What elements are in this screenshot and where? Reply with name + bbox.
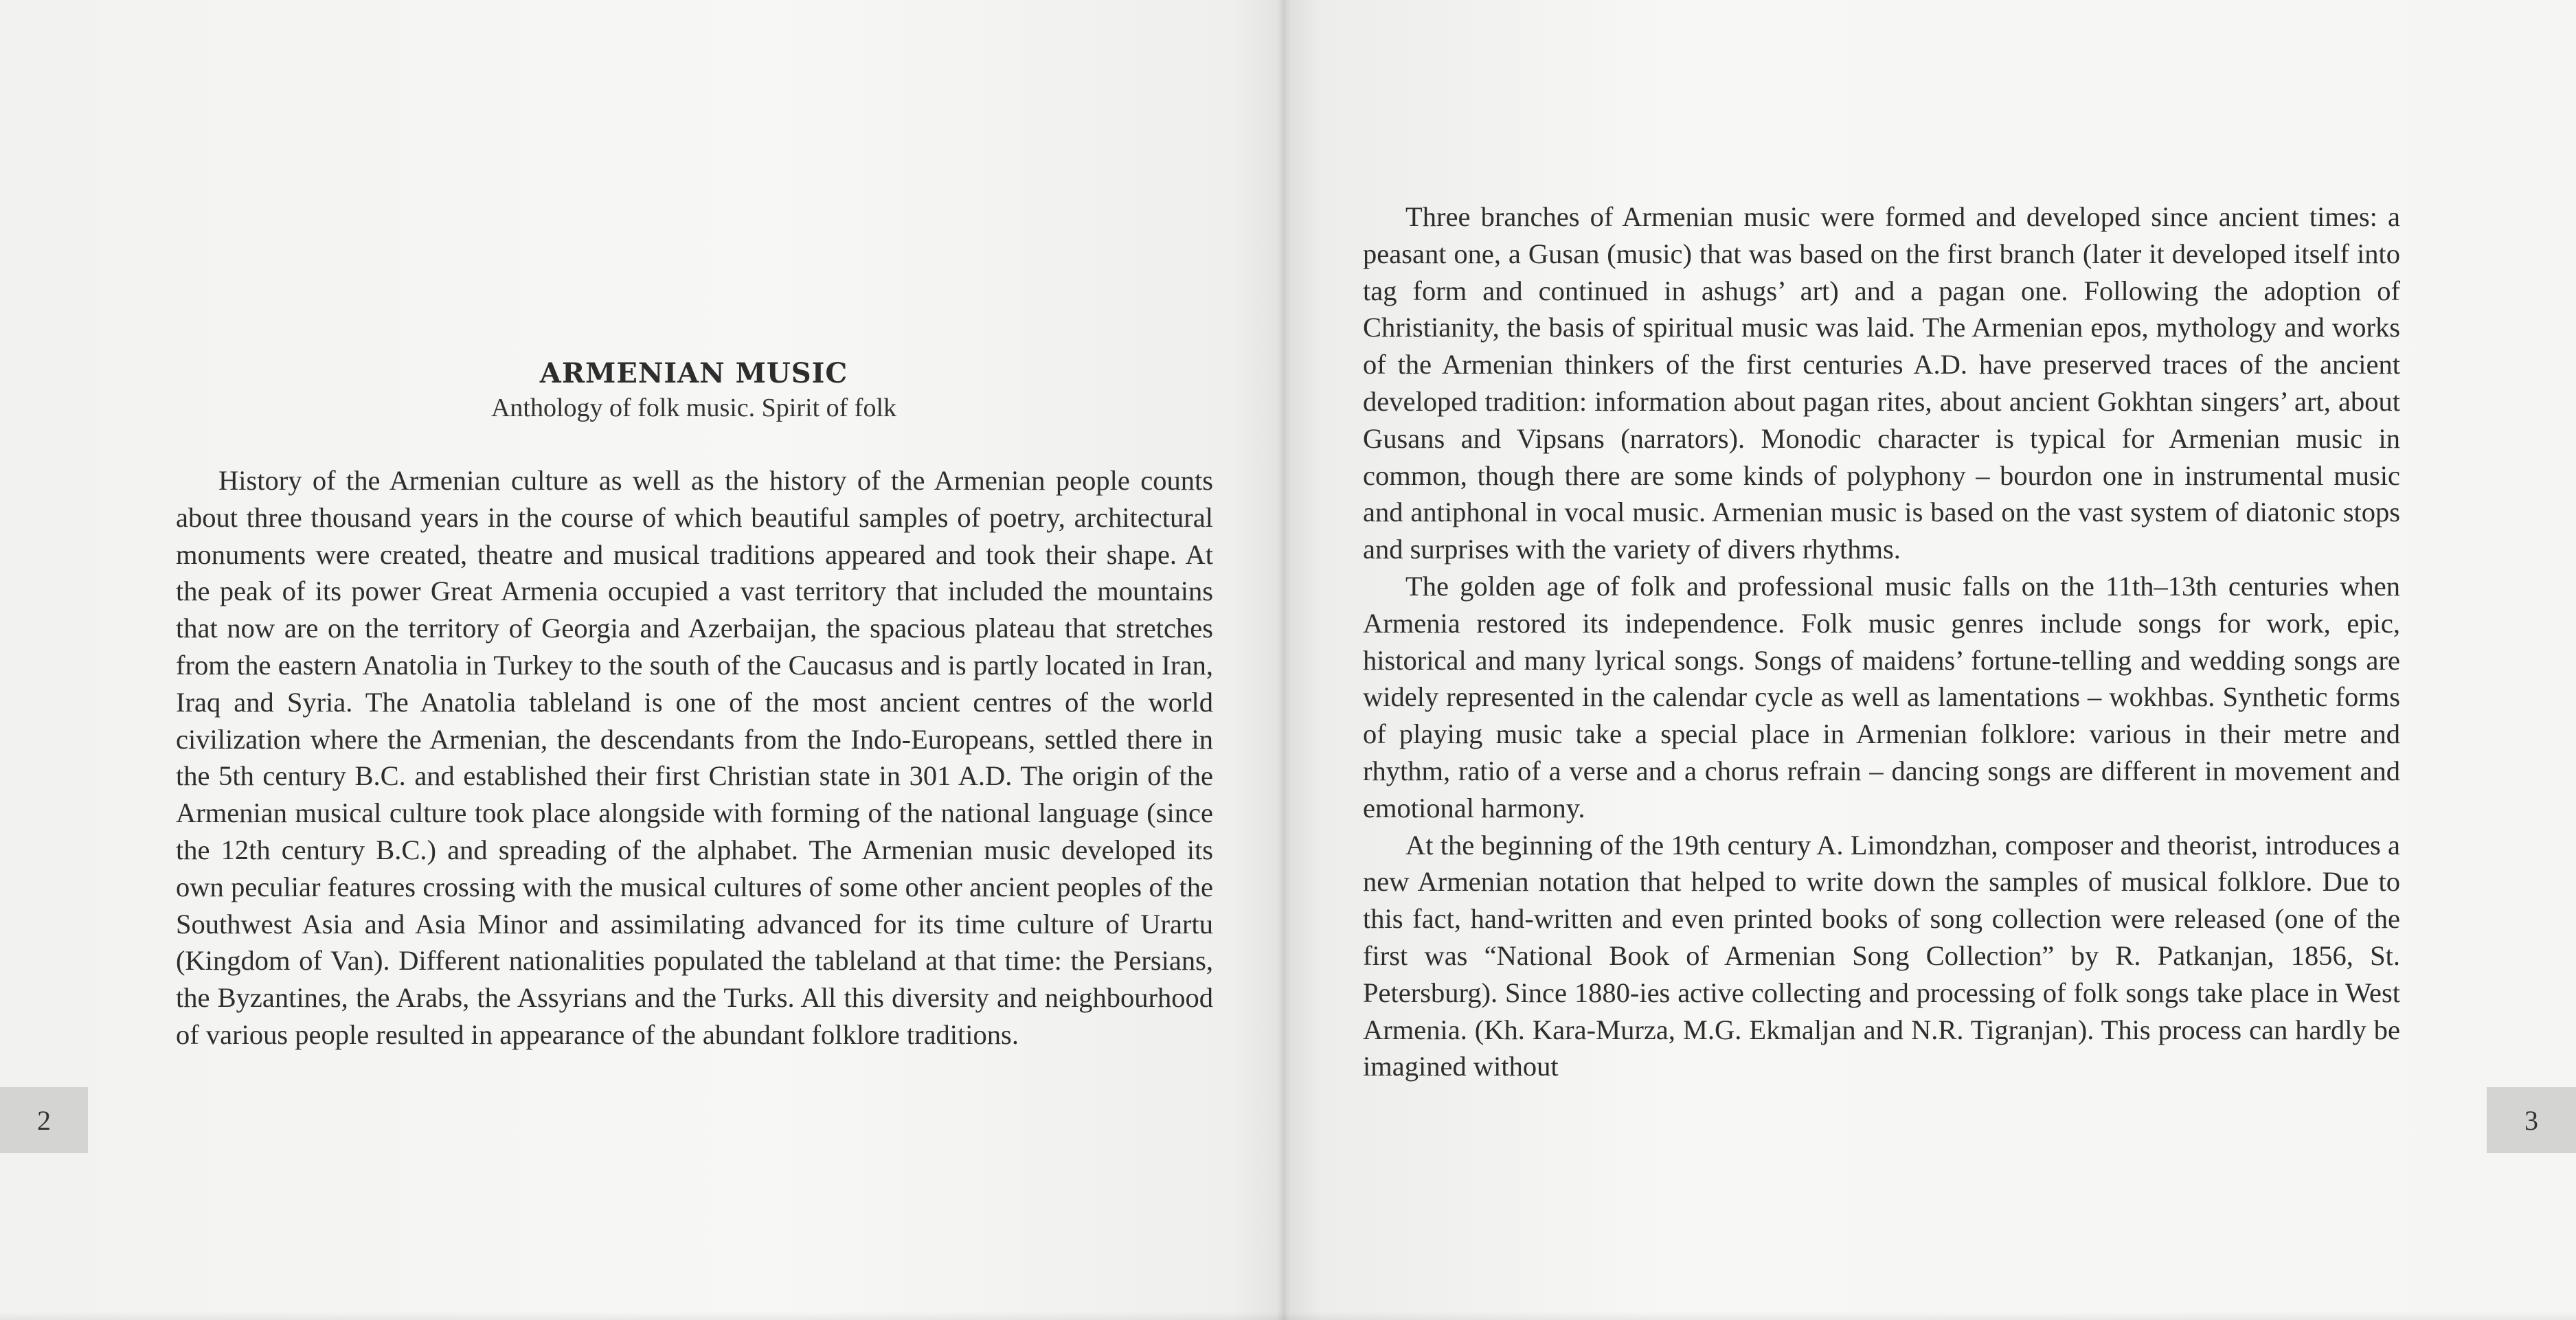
left-page [0, 0, 1283, 1320]
page-number-left: 2 [0, 1087, 88, 1153]
left-body-text [176, 462, 1213, 1054]
page-subtitle: Anthology of folk music. Spirit of folk [490, 394, 897, 422]
page-title: ARMENIAN MUSIC [539, 357, 848, 389]
paragraph: At the beginning of the 19th century A. Limondzhan, composer and theorist, introduces a new Armenian notation that helped to write down the samples of musical folklore. Due to this fact, hand-written and even printed books of song collection were released (one of the first was “National Book of Armenian Song Collection” by R. Patkanjan, 1856, St. Petersburg). Since 1880-ies active collecting and processing of folk songs take place in West Armenia. (Kh. Kara-Murza, M.G. Ekmaljan and N.R. Tigranjan). This process can hardly be imagined without [1363, 829, 2400, 1082]
paragraph: The golden age of folk and professional music falls on the 11th–13th centuries when Armenia restored its independence. Folk music genres include songs for work, epic, historical and many lyrical songs. Songs of maidens’ fortune-telling and wedding songs are widely represented in the calendar cycle as well as lamentations – wokhbas. Synthetic forms of playing music take a special place in Armenian folklore: various in their metre and rhythm, ratio of a verse and a chorus refrain – dancing songs are different in movement and emotional harmony. [1363, 570, 2400, 823]
paragraph: History of the Armenian culture as well as the history of the Armenian people counts about three thousand years in the course of which beautiful samples of poetry, architectural monuments were created, theatre and musical traditions appeared and took their shape. At the peak of its power Great Armenia occupied a vast territory that included the mountains that now are on the territory of Georgia and Azerbaijan, the spacious plateau that stretches from the eastern Anatolia in Turkey to the south of the Caucasus and is partly located in Iran, Iraq and Syria. The Anatolia tableland is one of the most ancient centres of the world civilization where the Armenian, the descendants from the Indo-Europeans, settled there in the 5th century B.C. and established their first Christian state in 301 A.D. The origin of the Armenian musical culture took place alongside with forming of the national language (since the 12th century B.C.) and spreading of the alphabet. The Armenian music developed its own peculiar features crossing with the musical cultures of some other ancient peoples of the Southwest Asia and Asia Minor and assimilating advanced for its time culture of Urartu (Kingdom of Van). Different nationalities populated the tableland at that time: the Persians, the Byzantines, the Arabs, the Assyrians and the Turks. All this diversity and neighbourhood of various people resulted in appearance of the abundant folklore traditions. [176, 465, 1213, 1050]
right-body-text [1363, 198, 2400, 1085]
book-gutter [1276, 0, 1290, 1320]
page-number-right: 3 [2487, 1087, 2576, 1153]
paragraph: Three branches of Armenian music were formed and developed since ancient times: a peasant one, a Gusan (music) that was based on the first branch (later it developed itself into tag form and continued in ashugs’ art) and a pagan one. Following the adoption of Christianity, the basis of spiritual music was laid. The Armenian epos, mythology and works of the Armenian thinkers of the first centuries A.D. have preserved traces of the ancient developed tradition: information about pagan rites, about ancient Gokhtan singers’ art, about Gusans and Vipsans (narrators). Monodic character is typical for Armenian music in common, though there are some kinds of polyphony – bourdon one in instrumental music and antiphonal in vocal music. Armenian music is based on the vast system of diatonic stops and surprises with the variety of divers rhythms. [1363, 201, 2400, 565]
page-bottom-edge [0, 1312, 2576, 1320]
